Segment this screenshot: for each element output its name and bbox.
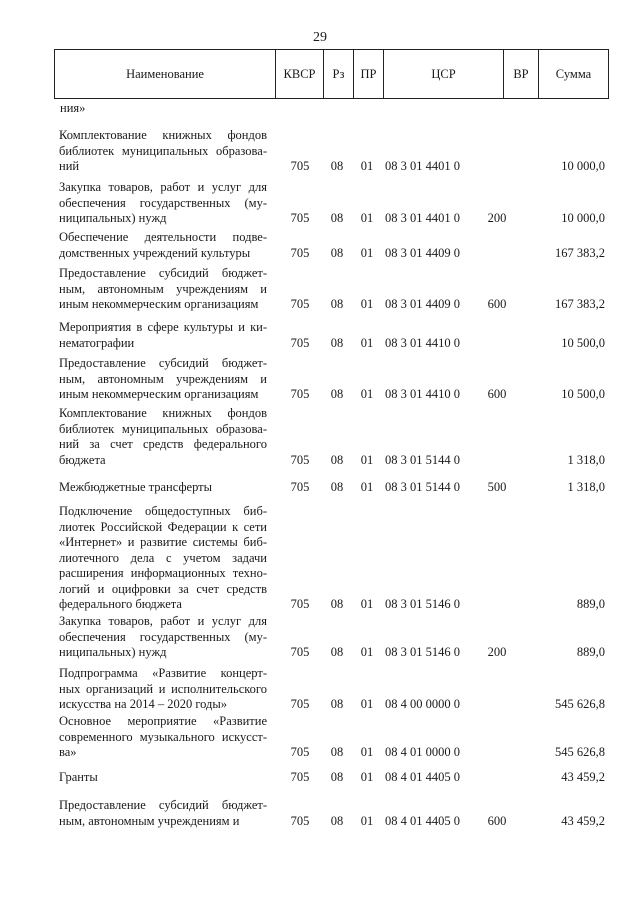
- row-name-line: искусства на 2014 – 2020 годы»: [59, 697, 228, 711]
- header-pr: ПР: [354, 50, 384, 98]
- cell-pr: 01: [360, 813, 374, 828]
- table-row: [0, 128, 640, 175]
- row-name: [59, 180, 267, 227]
- cell-rz: 08: [330, 597, 344, 611]
- cell-sum: 1 318,0: [567, 480, 605, 494]
- row-name-line: расширения информационных техно-: [59, 566, 267, 580]
- row-name-line: ным, автономным учреждениям и: [59, 813, 240, 828]
- header-vr: ВР: [504, 50, 539, 98]
- header-name: Наименование: [55, 50, 276, 98]
- table-row: [0, 230, 640, 261]
- row-name-line: библиотек муниципальных образова-: [59, 143, 267, 158]
- row-name-line: ний за счет средств федерального: [59, 437, 267, 451]
- table-row: [0, 406, 640, 468]
- cell-sum: 889,0: [576, 645, 605, 659]
- cell-rz: 08: [330, 813, 344, 828]
- cell-pr: 01: [360, 297, 374, 311]
- table-row: [0, 666, 640, 713]
- cell-kvsr: 705: [290, 387, 310, 401]
- row-name-line: домственных учреждений культуры: [59, 245, 251, 260]
- row-name-line: бюджета: [59, 452, 106, 467]
- header-sum: Сумма: [555, 66, 592, 81]
- row-name-line: Закупка товаров, работ и услуг для: [59, 180, 267, 194]
- row-name-line: библиотек муниципальных образова-: [59, 421, 267, 436]
- row-name-line: современного музыкального искусст-: [59, 729, 267, 744]
- cell-csr: 08 4 01 0000 0: [385, 745, 460, 759]
- cell-sum: 43 459,2: [561, 770, 605, 784]
- row-name-line: ва»: [59, 745, 77, 759]
- table-row: [0, 614, 640, 661]
- cell-sum: 1 318,0: [567, 452, 605, 467]
- cell-rz: 08: [330, 211, 344, 225]
- cell-sum: 43 459,2: [561, 813, 605, 828]
- cell-kvsr: 705: [290, 745, 310, 759]
- row-name-line: «Интернет» и развитие системы биб-: [59, 535, 267, 549]
- row-name: [59, 798, 267, 829]
- table-row: [0, 504, 640, 613]
- cell-pr: 01: [360, 597, 374, 611]
- row-name-line: Предоставление субсидий бюджет-: [59, 356, 267, 370]
- row-name-line: Предоставление субсидий бюджет-: [59, 798, 267, 812]
- row-name-line: ным, автономным учреждениям и: [59, 371, 267, 386]
- row-name-line: Предоставление субсидий бюджет-: [59, 266, 267, 280]
- cell-rz: 08: [330, 480, 344, 494]
- cell-rz: 08: [330, 645, 344, 659]
- row-name-line: логий и оцифровки за счет средств: [59, 581, 267, 596]
- cell-kvsr: 705: [290, 245, 310, 260]
- cell-sum: 889,0: [576, 597, 605, 611]
- table-row: [0, 770, 640, 786]
- cell-rz: 08: [330, 159, 344, 173]
- cell-csr: 08 3 01 4401 0: [385, 159, 460, 173]
- row-name-line: Мероприятия в сфере культуры и ки-: [59, 320, 267, 334]
- cell-csr: 08 4 00 0000 0: [385, 697, 460, 711]
- cell-pr: 01: [360, 335, 374, 350]
- row-name-line: лиотек Российской Федерации к сети: [59, 519, 267, 534]
- cell-kvsr: 705: [290, 159, 310, 173]
- row-name: [59, 320, 267, 351]
- cell-rz: 08: [330, 770, 344, 784]
- cell-pr: 01: [360, 387, 374, 401]
- cell-pr: 01: [360, 745, 374, 759]
- cell-pr: 01: [360, 697, 374, 711]
- row-name: [59, 230, 267, 261]
- row-name: [59, 714, 267, 761]
- cell-pr: 01: [360, 211, 374, 225]
- cell-kvsr: 705: [290, 813, 310, 828]
- cell-rz: 08: [330, 452, 344, 467]
- table-row: [0, 714, 640, 761]
- row-name: [59, 356, 267, 403]
- cell-rz: 08: [330, 745, 344, 759]
- cell-vr: 600: [487, 387, 507, 401]
- header-rz: Рз: [324, 50, 354, 98]
- table-row: [0, 180, 640, 227]
- cell-rz: 08: [330, 335, 344, 350]
- page-number: 29: [313, 30, 327, 45]
- row-name-line: ниципальных) нужд: [59, 211, 167, 225]
- cell-csr: 08 3 01 5146 0: [385, 645, 460, 659]
- row-name-line: ниципальных) нужд: [59, 645, 167, 659]
- row-name-line: Комплектование книжных фондов: [59, 128, 267, 142]
- cell-csr: 08 3 01 4409 0: [385, 297, 460, 311]
- cell-sum: 545 626,8: [555, 697, 605, 711]
- cell-csr: 08 4 01 4405 0: [385, 813, 460, 828]
- row-name-line: лиотечного дела с учетом задачи: [59, 550, 267, 565]
- cell-vr: 200: [487, 211, 507, 225]
- row-name-line: обеспечения государственных (му-: [59, 629, 267, 644]
- row-name-line: Основное мероприятие «Развитие: [59, 714, 267, 728]
- header-kvsr: КВСР: [276, 50, 324, 98]
- row-name-line: обеспечения государственных (му-: [59, 195, 267, 210]
- cell-csr: 08 3 01 5144 0: [385, 480, 460, 494]
- cell-pr: 01: [360, 159, 374, 173]
- cell-sum: 10 500,0: [561, 335, 605, 350]
- cell-sum: 10 500,0: [561, 387, 605, 401]
- cell-sum: 167 383,2: [555, 245, 605, 260]
- cell-kvsr: 705: [290, 452, 310, 467]
- row-name-line: Подключение общедоступных биб-: [59, 504, 267, 518]
- table-row: [0, 480, 640, 496]
- cell-kvsr: 705: [290, 597, 310, 611]
- cell-sum: 10 000,0: [561, 159, 605, 173]
- row-name-line: ных организаций и исполнительского: [59, 681, 267, 696]
- cell-kvsr: 705: [290, 480, 310, 494]
- cell-pr: 01: [360, 645, 374, 659]
- row-name: [59, 666, 267, 713]
- cell-pr: 01: [360, 770, 374, 784]
- cell-rz: 08: [330, 297, 344, 311]
- header-csr: ЦСР: [384, 50, 504, 98]
- cell-csr: 08 3 01 4410 0: [385, 387, 460, 401]
- row-name: [59, 128, 267, 175]
- cell-csr: 08 4 01 4405 0: [385, 770, 460, 784]
- cell-vr: 200: [487, 645, 507, 659]
- cell-kvsr: 705: [290, 335, 310, 350]
- row-name-line: Подпрограмма «Развитие концерт-: [59, 666, 267, 680]
- cell-csr: 08 3 01 5146 0: [385, 597, 460, 611]
- cell-pr: 01: [360, 480, 374, 494]
- cell-csr: 08 3 01 4410 0: [385, 335, 460, 350]
- cell-kvsr: 705: [290, 297, 310, 311]
- cell-kvsr: 705: [290, 645, 310, 659]
- cell-rz: 08: [330, 697, 344, 711]
- row-name-line: иным некоммерческим организациям: [59, 297, 259, 311]
- row-name: [59, 504, 267, 613]
- row-name: [59, 770, 267, 786]
- cell-pr: 01: [360, 245, 374, 260]
- row-name-line: ным, автономным учреждениям и: [59, 281, 267, 296]
- cell-csr: 08 3 01 4409 0: [385, 245, 460, 260]
- cell-vr: 500: [487, 480, 507, 494]
- table-row: [0, 798, 640, 829]
- cell-sum: 10 000,0: [561, 211, 605, 225]
- cell-kvsr: 705: [290, 770, 310, 784]
- row-name-line: нематографии: [59, 335, 135, 350]
- cell-csr: 08 3 01 5144 0: [385, 452, 460, 467]
- cell-kvsr: 705: [290, 697, 310, 711]
- cell-kvsr: 705: [290, 211, 310, 225]
- cell-rz: 08: [330, 387, 344, 401]
- row-name: [59, 406, 267, 468]
- cell-csr: 08 3 01 4401 0: [385, 211, 460, 225]
- table-header: [54, 49, 609, 99]
- row-name: [59, 614, 267, 661]
- cell-vr: 600: [487, 297, 507, 311]
- row-name-line: Межбюджетные трансферты: [59, 480, 213, 494]
- cell-rz: 08: [330, 245, 344, 260]
- cell-pr: 01: [360, 452, 374, 467]
- cell-vr: 600: [487, 813, 507, 828]
- row-name-line: федерального бюджета: [59, 597, 182, 611]
- row-name-line: Обеспечение деятельности подве-: [59, 230, 267, 244]
- cell-sum: 167 383,2: [555, 297, 605, 311]
- table-row: [0, 266, 640, 313]
- row-name-line: иным некоммерческим организациям: [59, 387, 259, 401]
- row-name-line: Закупка товаров, работ и услуг для: [59, 614, 267, 628]
- cell-sum: 545 626,8: [555, 745, 605, 759]
- table-row: [0, 320, 640, 351]
- row-name-line: Комплектование книжных фондов: [59, 406, 267, 420]
- row-name-line: Гранты: [59, 770, 98, 784]
- row-name: [59, 266, 267, 313]
- table-row: [0, 356, 640, 403]
- row-name-line: ний: [59, 159, 80, 173]
- continuation-text: ния»: [60, 101, 86, 115]
- row-name: [59, 480, 267, 496]
